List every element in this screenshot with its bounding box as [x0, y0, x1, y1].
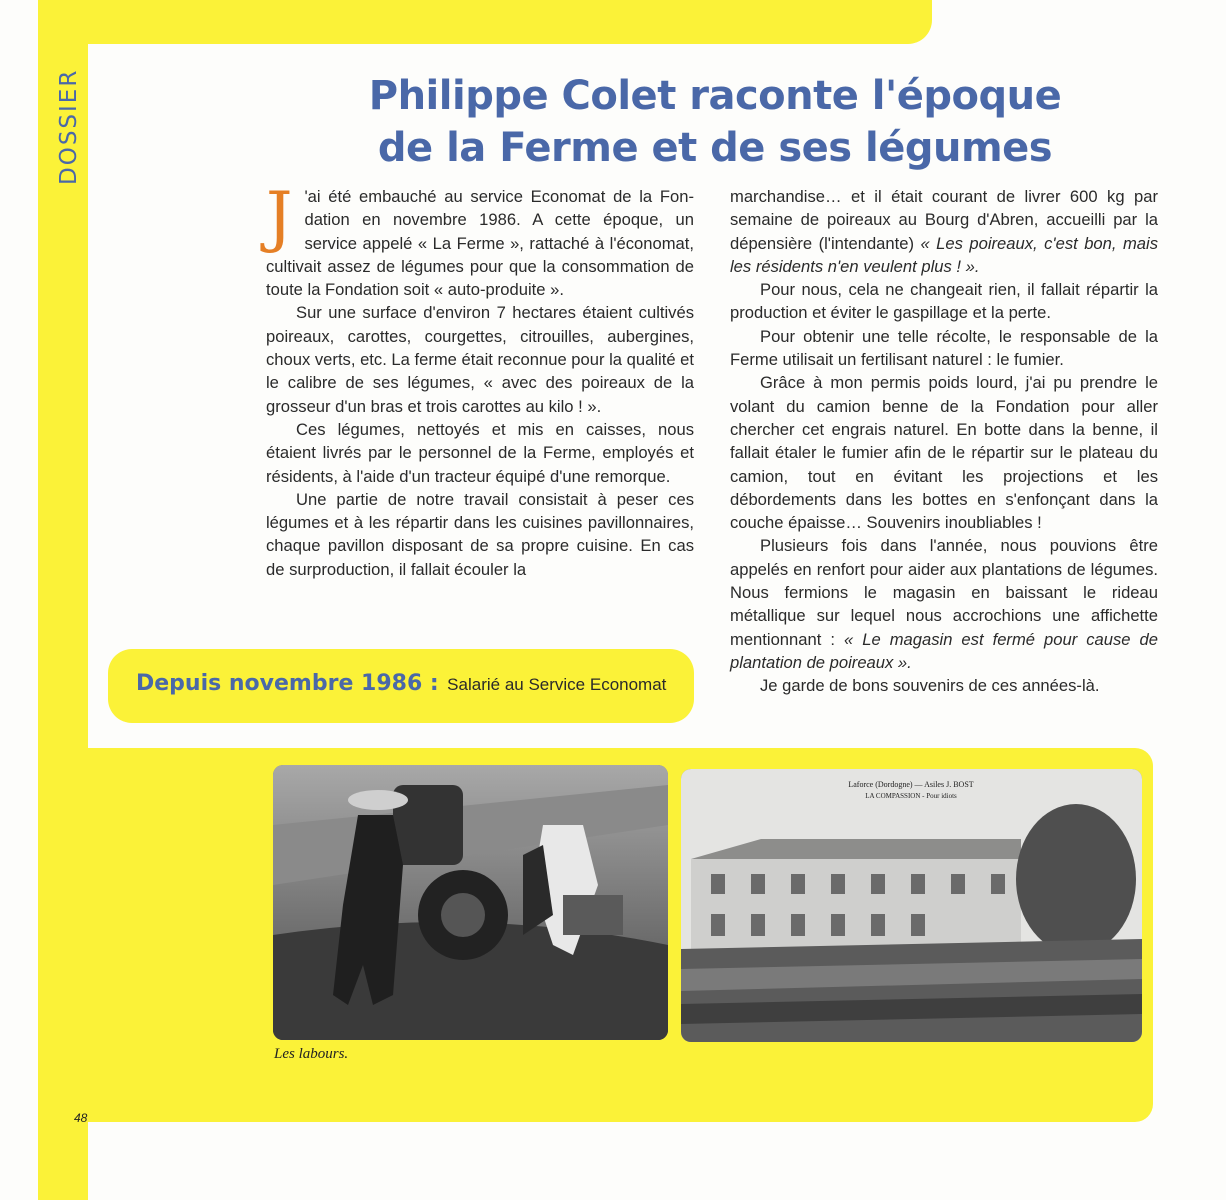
article-column-right [730, 185, 1158, 698]
paragraph: Pour nous, cela ne changeait rien, il fallait répartir la production et éviter le gaspillage et la perte. [730, 280, 1158, 323]
title-line-2: de la Ferme et de ses légumes [377, 125, 1053, 171]
section-label: DOSSIER [56, 68, 82, 185]
paragraph-text: 'ai été embauché au service Economat de la Fondation en novembre 1986. A cette époque, un service appelé « La Ferme », rattaché à l'économat, cultivait assez de légumes pour que la consommation de toute la Fondation soit « auto-produite ». [266, 187, 694, 300]
paragraph: Je garde de bons souvenirs de ces années-là. [760, 676, 1100, 696]
paragraph: Sur une surface d'environ 7 hectares étaient cultivés poireaux, carottes, courgettes, citrouilles, aubergines, choux verts, etc. La ferme était reconnue pour la qualité et le calibre de ses légumes, « avec des poireaux de la grosseur d'un bras et trois carottes au kilo ! ». [266, 303, 694, 416]
postcard-line-1: Laforce (Dordogne) — Asiles J. BOST [848, 780, 974, 789]
paragraph: Une partie de notre travail consistait à peser ces légumes et à les répartir dans les cuisines pavillonnaires, chaque pavillon disposant de sa propre cuisine. En cas de surproduction, il fallait écouler la [266, 489, 694, 579]
paragraph-text: Plusieurs fois dans l'année, nous pouvions être appelés en renfort pour aider aux plantations de légumes. Nous fermions le magasin en baissant le rideau métallique sur lequel nous accrochions une affichette mentionnant : [730, 536, 1158, 649]
callout-text: Salarié au Service Economat [447, 675, 667, 694]
postcard-line-2: LA COMPASSION - Pour idiots [865, 792, 957, 800]
paragraph-text: marchandise… et il était courant de livrer 600 kg par semaine de poireaux au Bourg d'Abren, accueilli par la dépensière (l'intendante) [730, 187, 1158, 253]
quote: « Le magasin est fermé pour cause de plantation de poireaux ». [730, 629, 1158, 672]
photo-postcard [681, 769, 1142, 1042]
paragraph [730, 534, 1158, 674]
drop-cap: J [266, 178, 293, 255]
page-title [320, 70, 1110, 174]
paragraph [266, 178, 694, 301]
paragraph: Pour obtenir une telle récolte, le responsable de la Ferme utilisait un fertilisant naturel : le fumier. [730, 326, 1158, 370]
photo-ploughing [273, 765, 668, 1040]
paragraph: Grâce à mon permis poids lourd, j'ai pu prendre le volant du camion benne de la Fondation pour aller chercher cet engrais naturel. En botte dans la benne, il fallait étaler le fumier afin de le répartir sur le plateau du camion, tout en évitant les projections et les débordements dans les bottes en s'enfonçant dans la couche épaisse… Souvenirs inoubliables ! [730, 373, 1158, 533]
paragraph: Ces légumes, nettoyés et mis en caisses, nous étaient livrés par le personnel de la Ferme, employés et résidents, à l'aide d'un tracteur équipé d'une remorque. [266, 419, 694, 486]
article-column-left [266, 178, 694, 581]
top-yellow-band [38, 0, 932, 44]
title-line-1: Philippe Colet raconte l'époque [368, 73, 1062, 119]
quote: « Les poireaux, c'est bon, mais les résidents n'en veulent plus ! ». [730, 233, 1158, 276]
callout-heading: Depuis novembre 1986 : [136, 671, 439, 696]
page-number: 48 [74, 1111, 88, 1125]
photo-caption: Les labours. [274, 1046, 349, 1062]
paragraph [730, 185, 1158, 278]
info-callout [108, 649, 694, 723]
